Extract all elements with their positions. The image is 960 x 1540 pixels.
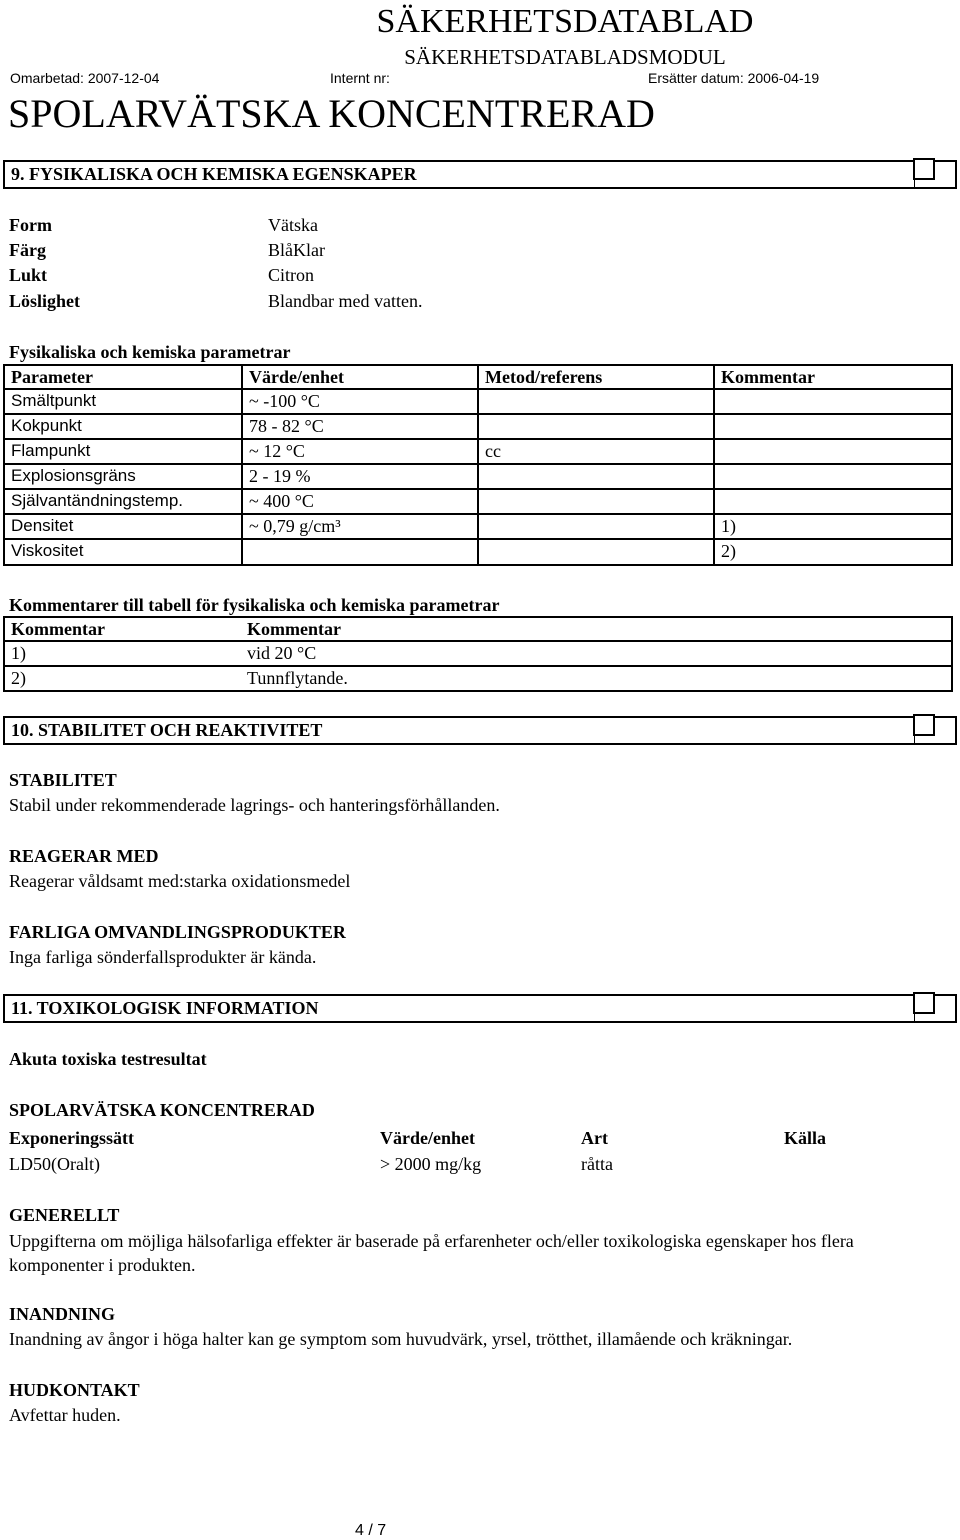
column-header: Värde/enhet <box>241 366 477 388</box>
table-row <box>3 464 953 490</box>
reacts-with-heading: REAGERAR MED <box>9 846 159 866</box>
column-header: Exponeringssätt <box>9 1128 135 1148</box>
table-cell <box>477 540 713 564</box>
table-cell: > 2000 mg/kg <box>380 1154 482 1174</box>
table-cell: Kokpunkt <box>11 416 82 435</box>
table-cell: 78 - 82 °C <box>241 415 477 438</box>
table-row <box>3 641 953 667</box>
column-header: Kommentar <box>247 619 341 639</box>
table-row <box>3 666 953 692</box>
column-header: Värde/enhet <box>380 1128 475 1148</box>
column-header: Parameter <box>11 367 93 387</box>
skin-contact-text: Avfettar huden. <box>9 1405 121 1425</box>
table-cell: 2) <box>11 668 26 688</box>
table-cell <box>713 390 951 413</box>
table-cell: ~ 12 °C <box>241 440 477 463</box>
params-header-row <box>3 364 953 390</box>
table-row <box>3 539 953 566</box>
table-cell <box>241 540 477 564</box>
property-value: Blandbar med vatten. <box>268 291 423 311</box>
general-text: Uppgifterna om möjliga hälsofarliga effekter är baserade på erfarenheter och/eller toxikologiska egenskaper hos flera komponenter i produkten. <box>9 1231 854 1275</box>
stability-heading: STABILITET <box>9 770 117 790</box>
reacts-with-text: Reagerar våldsamt med:starka oxidationsmedel <box>9 871 351 891</box>
property-label: Färg <box>9 240 46 260</box>
column-header: Kommentar <box>713 366 951 388</box>
column-header: Art <box>581 1128 608 1148</box>
table-row <box>3 439 953 465</box>
table-cell: LD50(Oralt) <box>9 1154 100 1174</box>
property-value: Vätska <box>268 215 318 235</box>
hazardous-products-text: Inga farliga sönderfallsprodukter är kända. <box>9 947 317 967</box>
tox-product-heading: SPOLARVÄTSKA KONCENTRERAD <box>9 1100 315 1120</box>
column-header: Källa <box>784 1128 827 1148</box>
inhalation-heading: INANDNING <box>9 1304 116 1324</box>
acute-toxicity-heading: Akuta toxiska testresultat <box>9 1049 207 1069</box>
table-cell: ~ 0,79 g/cm³ <box>241 515 477 538</box>
table-cell: cc <box>477 440 713 463</box>
section-11-header <box>3 994 957 1023</box>
table-cell <box>477 415 713 438</box>
table-cell: Explosionsgräns <box>11 466 136 485</box>
section-10-checkbox[interactable] <box>913 714 935 736</box>
section-9-header <box>3 160 957 189</box>
table-cell: ~ -100 °C <box>241 390 477 413</box>
skin-contact-heading: HUDKONTAKT <box>9 1380 140 1400</box>
table-cell: 2 - 19 % <box>241 465 477 488</box>
table-cell <box>713 490 951 513</box>
property-label: Form <box>9 215 52 235</box>
property-label: Löslighet <box>9 291 81 311</box>
table-cell: Flampunkt <box>11 441 91 460</box>
product-name: SPOLARVÄTSKA KONCENTRERAD <box>8 91 655 136</box>
table-cell: Tunnflytande. <box>247 668 348 688</box>
document-title: SÄKERHETSDATABLAD <box>376 3 754 40</box>
table-cell: Densitet <box>11 516 74 535</box>
property-value: Citron <box>268 265 315 285</box>
table-cell <box>713 415 951 438</box>
params-heading: Fysikaliska och kemiska parametrar <box>9 342 291 362</box>
column-header: Kommentar <box>11 619 105 639</box>
table-cell: ~ 400 °C <box>241 490 477 513</box>
table-row <box>3 489 953 515</box>
table-row <box>3 389 953 415</box>
stability-text: Stabil under rekommenderade lagrings- och hanteringsförhållanden. <box>9 795 500 815</box>
section-9-title: 9. FYSIKALISKA OCH KEMISKA EGENSKAPER <box>11 164 417 184</box>
table-cell: vid 20 °C <box>247 643 317 663</box>
section-11-checkbox[interactable] <box>913 992 935 1014</box>
table-cell: Viskositet <box>11 541 84 560</box>
column-header: Metod/referens <box>477 366 713 388</box>
table-cell <box>477 515 713 538</box>
table-cell <box>477 490 713 513</box>
table-row <box>3 514 953 540</box>
table-cell: Smältpunkt <box>11 391 97 410</box>
comments-heading: Kommentarer till tabell för fysikaliska och kemiska parametrar <box>9 595 500 615</box>
table-cell: 1) <box>11 643 26 663</box>
section-10-header <box>3 716 957 745</box>
revised-date: Omarbetad: 2007-12-04 <box>10 70 160 86</box>
table-cell <box>713 440 951 463</box>
table-cell: 1) <box>713 515 951 538</box>
property-label: Lukt <box>9 265 48 285</box>
table-cell: Självantändningstemp. <box>11 491 184 510</box>
replaces-date: Ersätter datum: 2006-04-19 <box>648 70 820 86</box>
inhalation-text: Inandning av ångor i höga halter kan ge symptom som huvudvärk, yrsel, trötthet, illamående och kräkningar. <box>9 1329 793 1349</box>
table-cell <box>713 465 951 488</box>
comments-header-row <box>3 616 953 642</box>
property-value: BlåKlar <box>268 240 325 260</box>
table-row <box>3 414 953 440</box>
internal-number: Internt nr: <box>330 70 390 86</box>
page-number: 4 / 7 <box>355 1522 387 1539</box>
table-cell <box>477 390 713 413</box>
table-cell: råtta <box>581 1154 613 1174</box>
section-9-checkbox[interactable] <box>913 158 935 180</box>
table-cell <box>477 465 713 488</box>
hazardous-products-heading: FARLIGA OMVANDLINGSPRODUKTER <box>9 922 346 942</box>
section-10-title: 10. STABILITET OCH REAKTIVITET <box>11 720 323 740</box>
document-subtitle: SÄKERHETSDATABLADSMODUL <box>404 45 726 69</box>
section-11-title: 11. TOXIKOLOGISK INFORMATION <box>11 998 319 1018</box>
general-heading: GENERELLT <box>9 1205 120 1225</box>
table-cell: 2) <box>713 540 951 564</box>
